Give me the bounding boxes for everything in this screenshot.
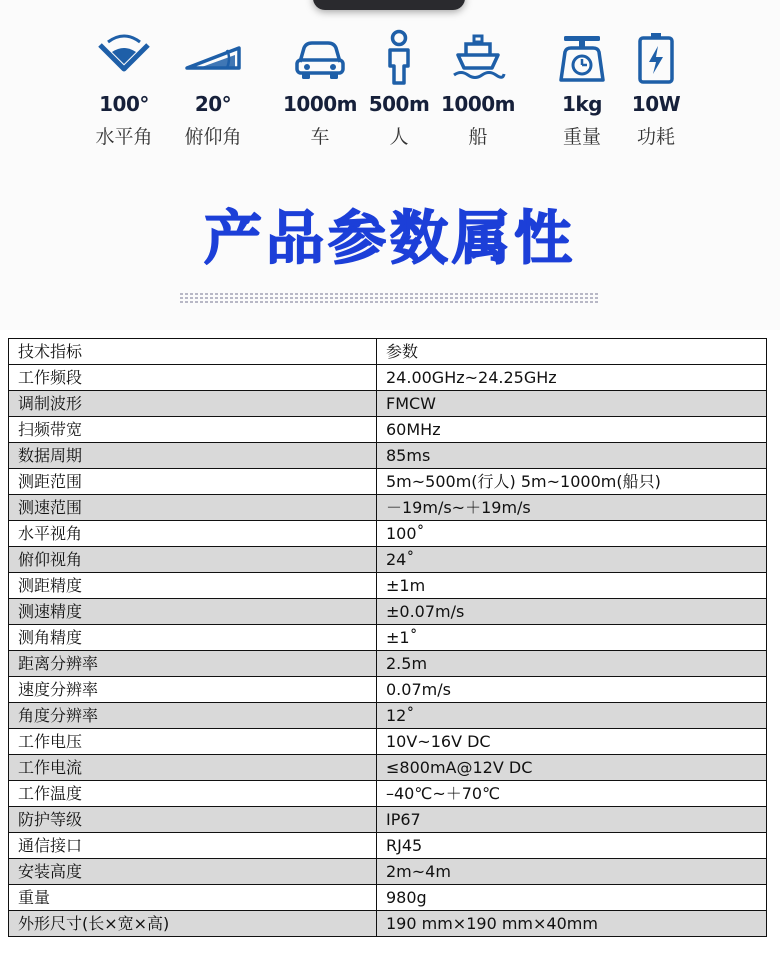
spec-value-cell: 0.07m/s [377, 677, 767, 703]
spec-power [606, 28, 706, 150]
spec-name-cell: 工作频段 [9, 365, 377, 391]
table-row [9, 859, 767, 885]
spec-value: 500m [368, 92, 430, 116]
table-body [9, 365, 767, 937]
spec-name-cell: 测速范围 [9, 495, 377, 521]
pitch-angle-icon [183, 28, 243, 88]
table-row [9, 469, 767, 495]
spec-label: 功耗 [636, 126, 675, 148]
spec-value-cell: FMCW [377, 391, 767, 417]
spec-label: 船 [468, 126, 488, 148]
spec-value-cell: 12˚ [377, 703, 767, 729]
spec-value: 1kg [561, 92, 603, 116]
spec-label: 人 [389, 126, 409, 148]
spec-name-cell: 角度分辨率 [9, 703, 377, 729]
spec-name-cell: 防护等级 [9, 807, 377, 833]
spec-value-cell: RJ45 [377, 833, 767, 859]
spec-name-cell: 测速精度 [9, 599, 377, 625]
table-row [9, 521, 767, 547]
spec-value-cell: IP67 [377, 807, 767, 833]
table-row [9, 495, 767, 521]
spec-banner [0, 0, 780, 330]
spec-value: 1000m [440, 92, 515, 116]
spec-value-cell: ±1m [377, 573, 767, 599]
spec-value: 1000m [282, 92, 357, 116]
spec-value-cell: ±0.07m/s [377, 599, 767, 625]
parameter-table [8, 338, 767, 937]
table-row [9, 443, 767, 469]
table-row [9, 755, 767, 781]
spec-name-cell: 测距范围 [9, 469, 377, 495]
page-title: 产品参数属性 [203, 204, 576, 272]
battery-icon [626, 28, 686, 88]
spec-name-cell: 重量 [9, 885, 377, 911]
table-row [9, 729, 767, 755]
spec-value-cell: –40℃~＋70℃ [377, 781, 767, 807]
spec-value-cell: 100˚ [377, 521, 767, 547]
spec-value-cell: 2.5m [377, 651, 767, 677]
person-icon [369, 28, 429, 88]
spec-name-cell: 距离分辨率 [9, 651, 377, 677]
spec-value-cell: 24.00GHz~24.25GHz [377, 365, 767, 391]
table-row [9, 781, 767, 807]
spec-label: 俯仰角 [184, 126, 242, 148]
spec-value: 20° [194, 92, 232, 116]
spec-value-cell: 85ms [377, 443, 767, 469]
table-row [9, 547, 767, 573]
spec-value-cell: 2m~4m [377, 859, 767, 885]
table-row [9, 625, 767, 651]
spec-value-cell: 10V~16V DC [377, 729, 767, 755]
table-header-row [9, 339, 767, 365]
spec-name-cell: 工作温度 [9, 781, 377, 807]
spec-name-cell: 扫频带宽 [9, 417, 377, 443]
table-row [9, 677, 767, 703]
spec-value-cell: 980g [377, 885, 767, 911]
spec-ship-range [428, 28, 528, 150]
spec-value-cell: ≤800mA@12V DC [377, 755, 767, 781]
spec-name-cell: 水平视角 [9, 521, 377, 547]
spec-label: 水平角 [95, 126, 153, 148]
table-row [9, 703, 767, 729]
spec-name-cell: 工作电压 [9, 729, 377, 755]
spec-name-cell: 俯仰视角 [9, 547, 377, 573]
spec-name-cell: 数据周期 [9, 443, 377, 469]
spec-name-cell: 测角精度 [9, 625, 377, 651]
spec-value-cell: 5m~500m(行人) 5m~1000m(船只) [377, 469, 767, 495]
spec-name-cell: 调制波形 [9, 391, 377, 417]
spec-name-cell: 速度分辨率 [9, 677, 377, 703]
table-row [9, 807, 767, 833]
car-icon [290, 28, 350, 88]
spec-name-cell: 工作电流 [9, 755, 377, 781]
decorative-fine-print [180, 293, 600, 305]
table-row [9, 417, 767, 443]
horizontal-angle-icon [94, 28, 154, 88]
spec-label: 重量 [562, 126, 601, 148]
spec-name-cell: 安装高度 [9, 859, 377, 885]
spec-value-cell: －19m/s~＋19m/s [377, 495, 767, 521]
spec-value: 10W [631, 92, 681, 116]
ship-icon [448, 28, 508, 88]
spec-name-cell: 通信接口 [9, 833, 377, 859]
spec-label: 车 [310, 126, 330, 148]
spec-value: 100° [99, 92, 149, 116]
table-row [9, 599, 767, 625]
table-row [9, 573, 767, 599]
column-header-indicator: 技术指标 [9, 339, 377, 365]
table-row [9, 365, 767, 391]
scale-icon [552, 28, 612, 88]
table-row [9, 391, 767, 417]
spec-name-cell: 测距精度 [9, 573, 377, 599]
device-image-edge [313, 0, 465, 10]
spec-pitch-angle [163, 28, 263, 150]
table-row [9, 911, 767, 937]
table-row [9, 885, 767, 911]
spec-value-cell: 190 mm×190 mm×40mm [377, 911, 767, 937]
spec-value-cell: ±1˚ [377, 625, 767, 651]
spec-name-cell: 外形尺寸(长×宽×高) [9, 911, 377, 937]
table-row [9, 833, 767, 859]
column-header-parameter: 参数 [377, 339, 767, 365]
spec-horizontal-angle [74, 28, 174, 150]
spec-value-cell: 60MHz [377, 417, 767, 443]
table-row [9, 651, 767, 677]
spec-value-cell: 24˚ [377, 547, 767, 573]
